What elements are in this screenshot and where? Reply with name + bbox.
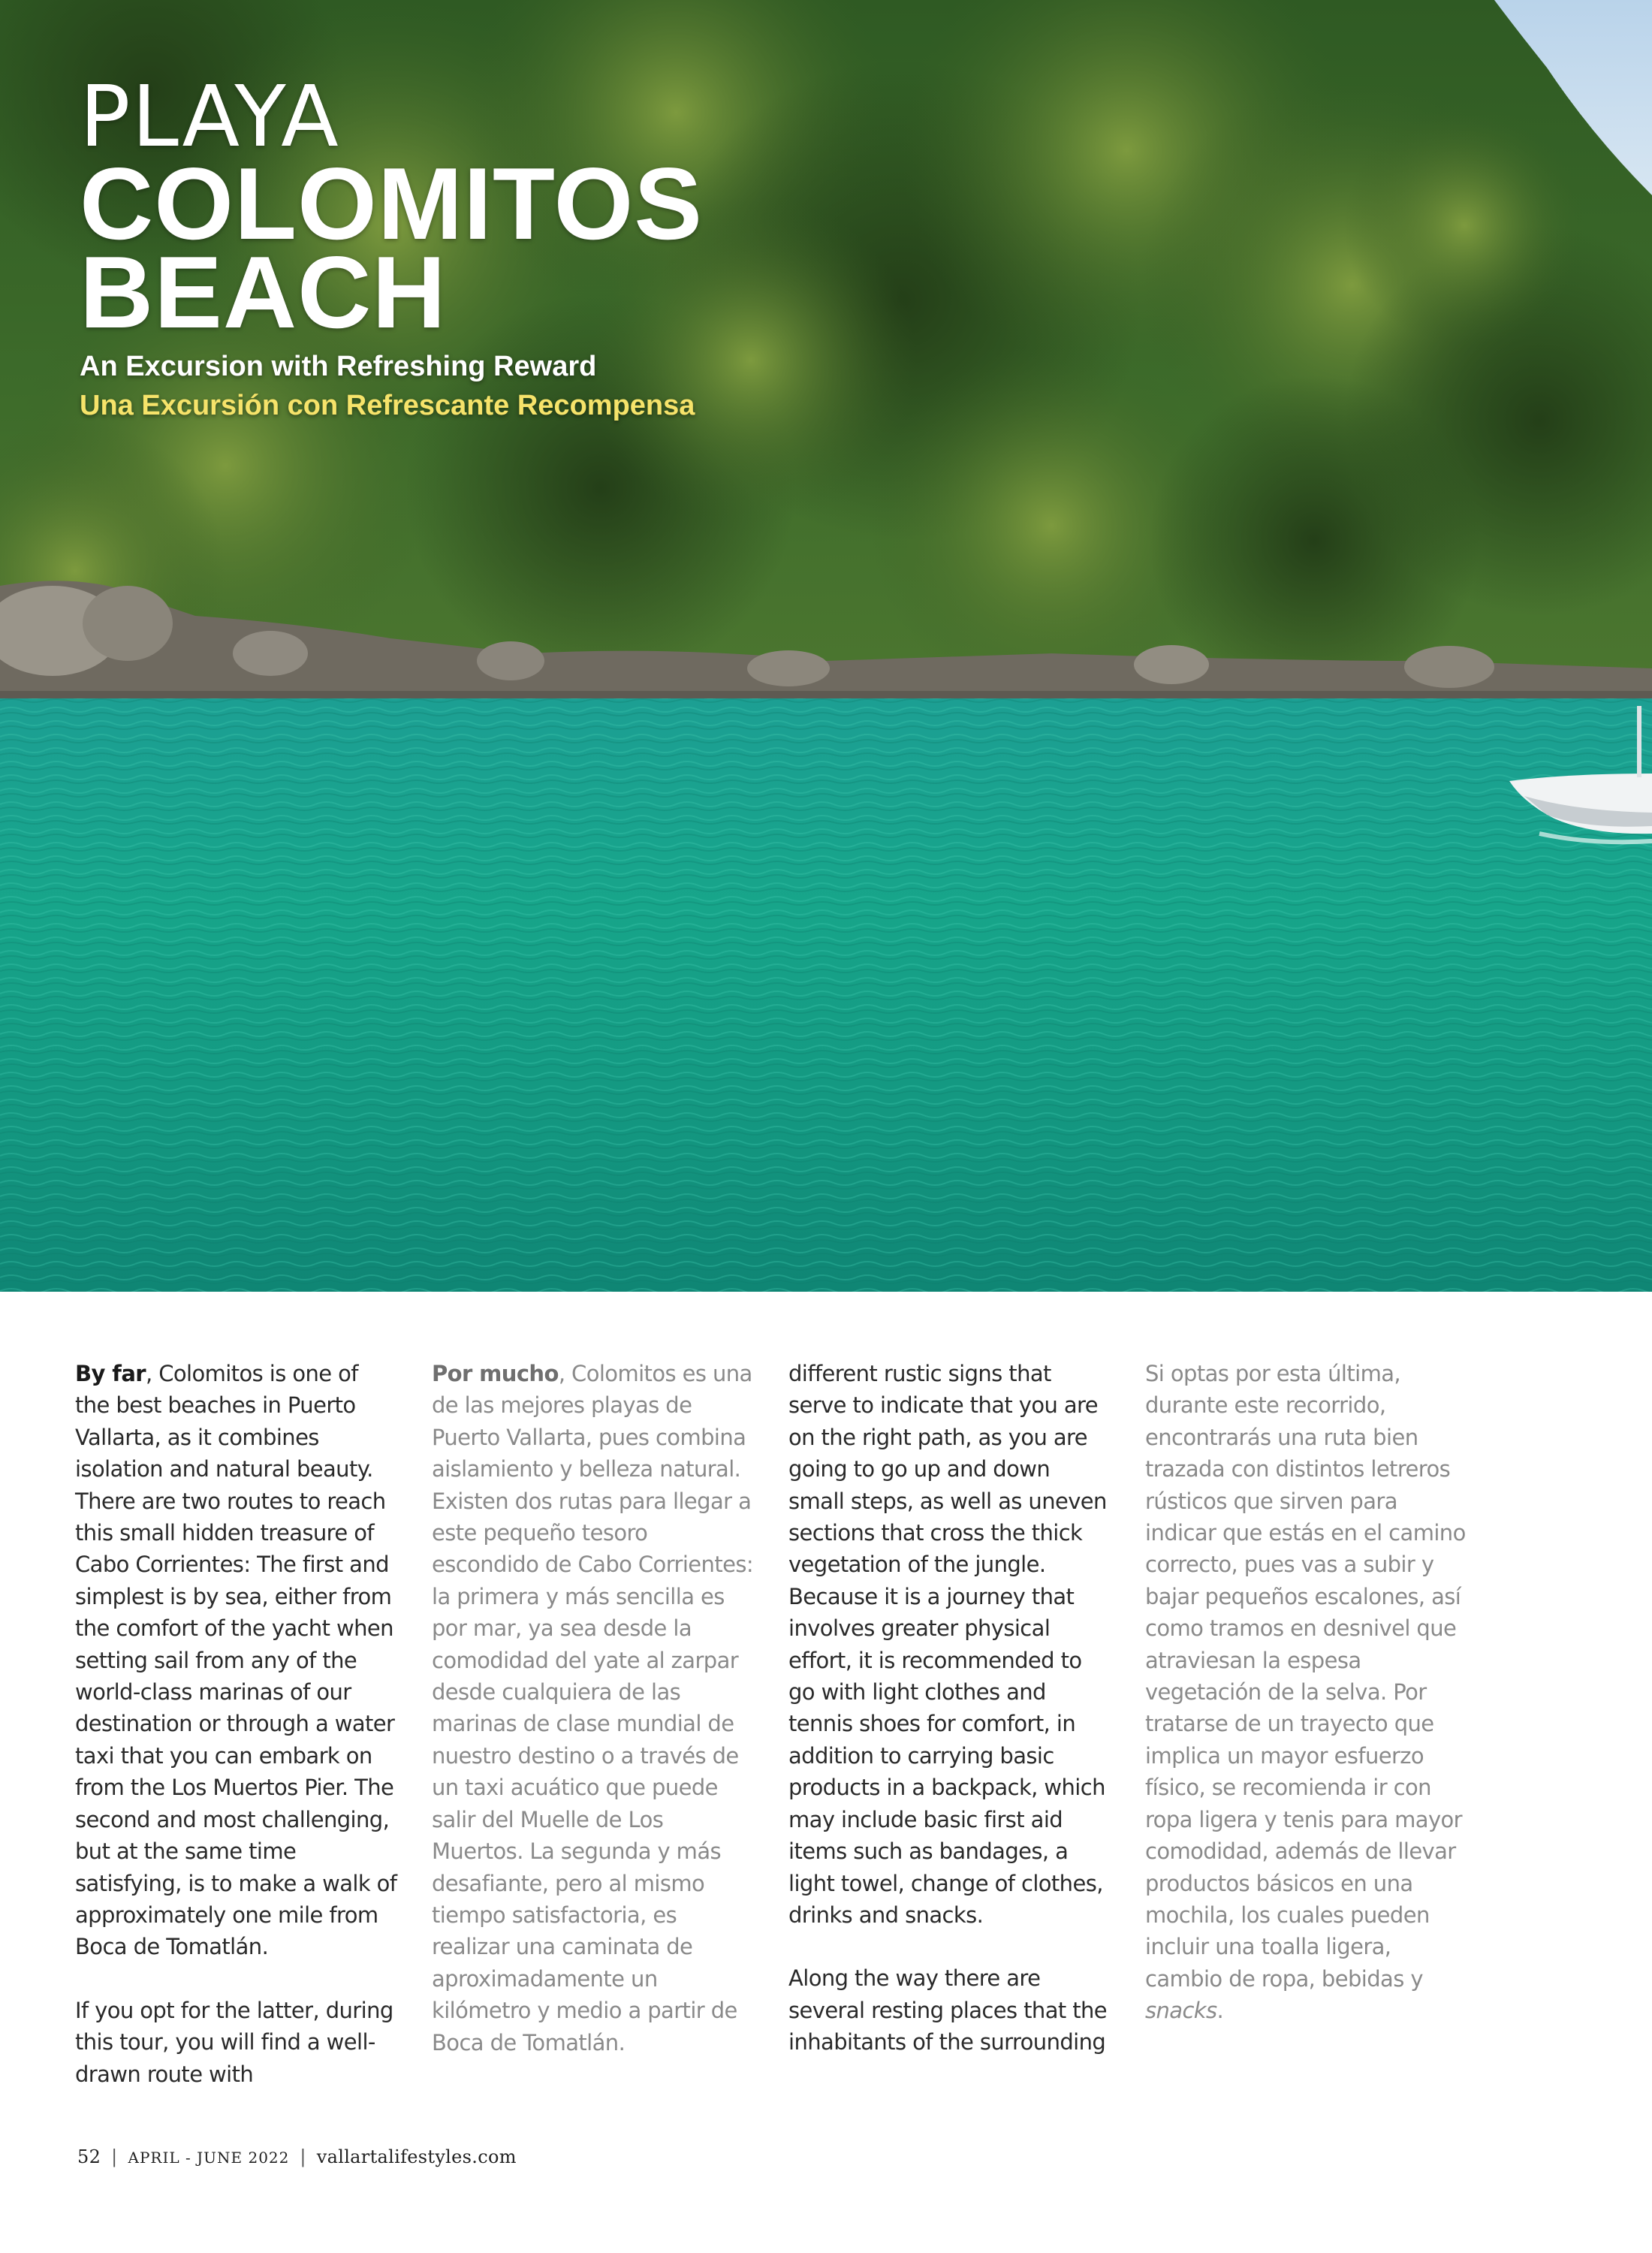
title-playa: PLAYA [80,68,340,166]
lead-in: By far [75,1361,146,1386]
paragraph: By far, Colomitos is one of the best beaches in Puerto Vallarta, as it combines isolation and natural beauty. There are two routes to reach this small hidden treasure of Cabo Corrientes: The first and simplest is by sea, either from the comfort of the yacht when setting sail from any of the world-class marinas of our destination or through a water taxi that you can embark on from the Los Muertos Pier. The second and most challenging, but at the same time satisfying, is to make a walk of approximately one mile from Boca de Tomatlán. [75,1361,397,1960]
article-title [80,68,704,349]
page-footer [77,2146,517,2167]
separator: | [300,2146,306,2167]
article-subtitle [80,347,695,425]
separator: | [111,2146,118,2167]
turquoise-sea [0,698,1652,1292]
article-column-english-2 [788,1358,1111,2090]
paragraph: Por mucho, Colomitos es una de las mejores playas de Puerto Vallarta, pues combina aislamiento y belleza natural. Existen dos rutas para llegar a este pequeño tesoro escondido de Cabo Corrientes: la primera y más sencilla es por mar, ya sea desde la comodidad del yate al zarpar desde cualquiera de las marinas de clase mundial de nuestro destino o a través de un taxi acuático que puede salir del Muelle de Los Muertos. La segunda y más desafiante, pero al mismo tiempo satisfactoria, es realizar una caminata de aproximadamente un kilómetro y medio a partir de Boca de Tomatlán. [432,1361,754,2055]
article-column-spanish-1 [432,1358,755,2090]
article-column-spanish-2 [1145,1358,1468,2058]
website-link[interactable]: vallartalifestyles.com [316,2146,517,2167]
title-colomitos: COLOMITOS [80,146,704,261]
paragraph: Along the way there are several resting places that the inhabitants of the surrounding [788,1965,1108,2055]
issue-date: APRIL - JUNE 2022 [128,2149,290,2167]
subtitle-spanish: Una Excursión con Refrescante Recompensa [80,390,695,421]
paragraph: Si optas por esta última, durante este recorrido, encontrarás una ruta bien trazada con distintos letreros rústicos que sirven para indicar que estás en el camino correcto, pues vas a subir y bajar pequeños escalones, así como tramos en desnivel que atraviesan la espesa vegetación de la selva. Por tratarse de un trayecto que implica un mayor esfuerzo físico, se recomienda ir con ropa ligera y tenis para mayor comodidad, además de llevar productos básicos en una mochila, los cuales pueden incluir una toalla ligera, cambio de ropa, bebidas y snacks. [1145,1361,1466,2024]
title-beach: BEACH [80,235,447,349]
lead-in: Por mucho [432,1361,559,1386]
page-number: 52 [77,2146,101,2167]
subtitle-english: An Excursion with Refreshing Reward [80,351,597,382]
article-column-english-1 [75,1358,398,2122]
paragraph: different rustic signs that serve to indicate that you are on the right path, as you are going to go up and down small steps, as well as uneven sections that cross the thick vegetation of the jungle. Because it is a journey that involves greater physical effort, it is recommended to go with light clothes and tennis shoes for comfort, in addition to carrying basic products in a backpack, which may include basic first aid items such as bandages, a light towel, change of clothes, drinks and snacks. [788,1361,1107,1928]
paragraph: If you opt for the latter, during this tour, you will find a well-drawn route with [75,1997,393,2087]
